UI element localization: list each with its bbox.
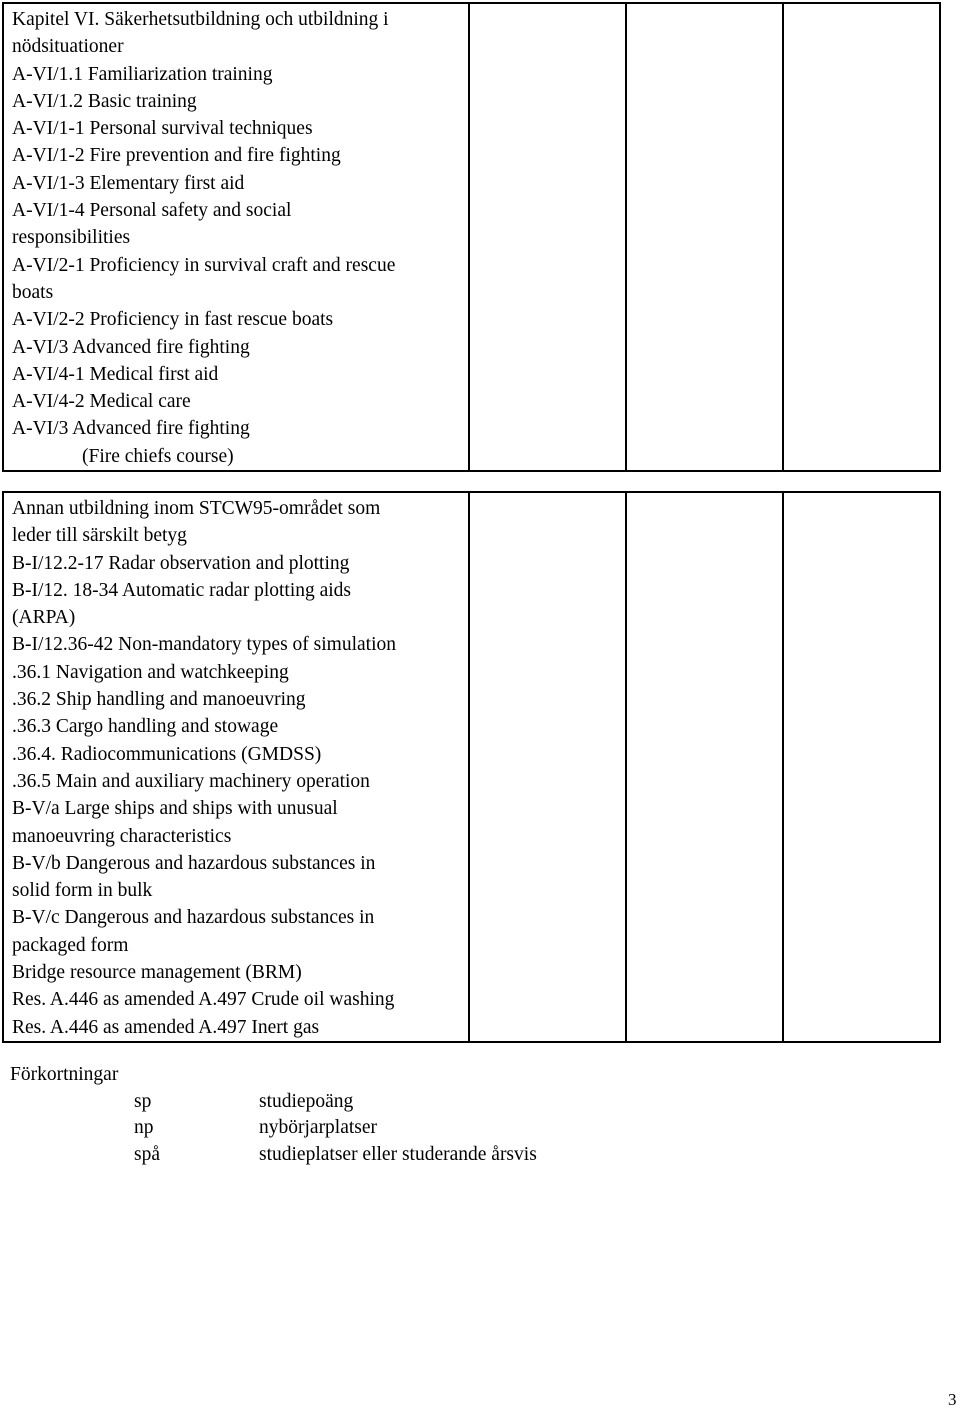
- course-item: .36.1 Navigation and watchkeeping: [12, 661, 289, 683]
- course-item: Bridge resource management (BRM): [12, 962, 302, 984]
- course-item-cont: manoeuvring characteristics: [12, 825, 232, 847]
- abbreviation-term: np: [134, 1117, 154, 1138]
- abbreviation-row: [10, 1115, 378, 1142]
- course-item: A-VI/4-2 Medical care: [12, 391, 191, 413]
- abbreviation-meaning: studiepoäng: [259, 1090, 354, 1112]
- course-list-cell: [3, 3, 469, 471]
- course-item: .36.5 Main and auxiliary machinery operation: [12, 770, 370, 792]
- course-item-cont: boats: [12, 281, 54, 303]
- course-list: [4, 493, 468, 1041]
- course-item: A-VI/3 Advanced fire fighting: [12, 418, 250, 440]
- course-item: A-VI/2-2 Proficiency in fast rescue boats: [12, 309, 334, 331]
- chapter-heading-cont: nödsituationer: [12, 36, 124, 58]
- abbreviation-row: [10, 1142, 537, 1169]
- section-heading-cont: leder till särskilt betyg: [12, 525, 187, 547]
- course-list: [4, 4, 468, 470]
- abbreviation-term: sp: [134, 1090, 152, 1112]
- empty-cell: [626, 3, 783, 471]
- empty-cell: [469, 492, 626, 1042]
- course-item: A-VI/1-4 Personal safety and social: [12, 200, 292, 222]
- course-item: .36.2 Ship handling and manoeuvring: [12, 689, 306, 711]
- course-item: Res. A.446 as amended A.497 Crude oil washing: [12, 989, 395, 1011]
- course-item: A-VI/4-1 Medical first aid: [12, 363, 219, 385]
- course-item-cont: solid form in bulk: [12, 880, 153, 902]
- course-item: A-VI/3 Advanced fire fighting: [12, 336, 250, 358]
- course-item: B-I/12.36-42 Non-mandatory types of simulation: [12, 634, 396, 656]
- course-list-cell: [3, 492, 469, 1042]
- table-row: [3, 3, 940, 471]
- abbreviation-term: spå: [134, 1143, 160, 1165]
- training-table-safety: [2, 2, 941, 472]
- page-number: 3: [948, 1390, 957, 1409]
- table-row: [3, 492, 940, 1042]
- course-item: B-V/a Large ships and ships with unusual: [12, 798, 338, 820]
- course-item: A-VI/1-3 Elementary first aid: [12, 172, 245, 194]
- course-item: A-VI/2-1 Proficiency in survival craft and rescue: [12, 254, 396, 276]
- abbreviation-meaning: nybörjarplatser: [259, 1117, 378, 1138]
- abbreviations-section: [10, 1062, 537, 1168]
- empty-cell: [469, 3, 626, 471]
- abbreviations-heading: Förkortningar: [10, 1064, 119, 1085]
- abbreviation-row: [10, 1089, 354, 1116]
- empty-cell: [783, 3, 940, 471]
- course-item: .36.4. Radiocommunications (GMDSS): [12, 743, 322, 765]
- course-item: B-I/12. 18-34 Automatic radar plotting aids: [12, 579, 352, 601]
- course-item-cont: packaged form: [12, 934, 129, 956]
- course-item: A-VI/1-1 Personal survival techniques: [12, 118, 313, 140]
- course-item: .36.3 Cargo handling and stowage: [12, 716, 279, 738]
- course-item: A-VI/1.1 Familiarization training: [12, 63, 273, 85]
- course-item: B-V/b Dangerous and hazardous substances in: [12, 852, 376, 874]
- chapter-heading: Kapitel VI. Säkerhetsutbildning och utbildning i: [12, 9, 389, 30]
- course-item: A-VI/1-2 Fire prevention and fire fighting: [12, 145, 341, 167]
- empty-cell: [626, 492, 783, 1042]
- course-item: A-VI/1.2 Basic training: [12, 90, 197, 112]
- empty-cell: [783, 492, 940, 1042]
- training-table-other: [2, 491, 941, 1043]
- course-item: B-V/c Dangerous and hazardous substances in: [12, 907, 375, 929]
- course-item: Res. A.446 as amended A.497 Inert gas: [12, 1016, 320, 1038]
- abbreviation-meaning: studieplatser eller studerande årsvis: [259, 1143, 537, 1165]
- course-item-cont: responsibilities: [12, 227, 131, 249]
- course-item-note: (Fire chiefs course): [82, 445, 234, 467]
- section-heading: Annan utbildning inom STCW95-området som: [12, 498, 381, 519]
- course-item: B-I/12.2-17 Radar observation and plotting: [12, 552, 350, 574]
- course-item-cont: (ARPA): [12, 607, 76, 629]
